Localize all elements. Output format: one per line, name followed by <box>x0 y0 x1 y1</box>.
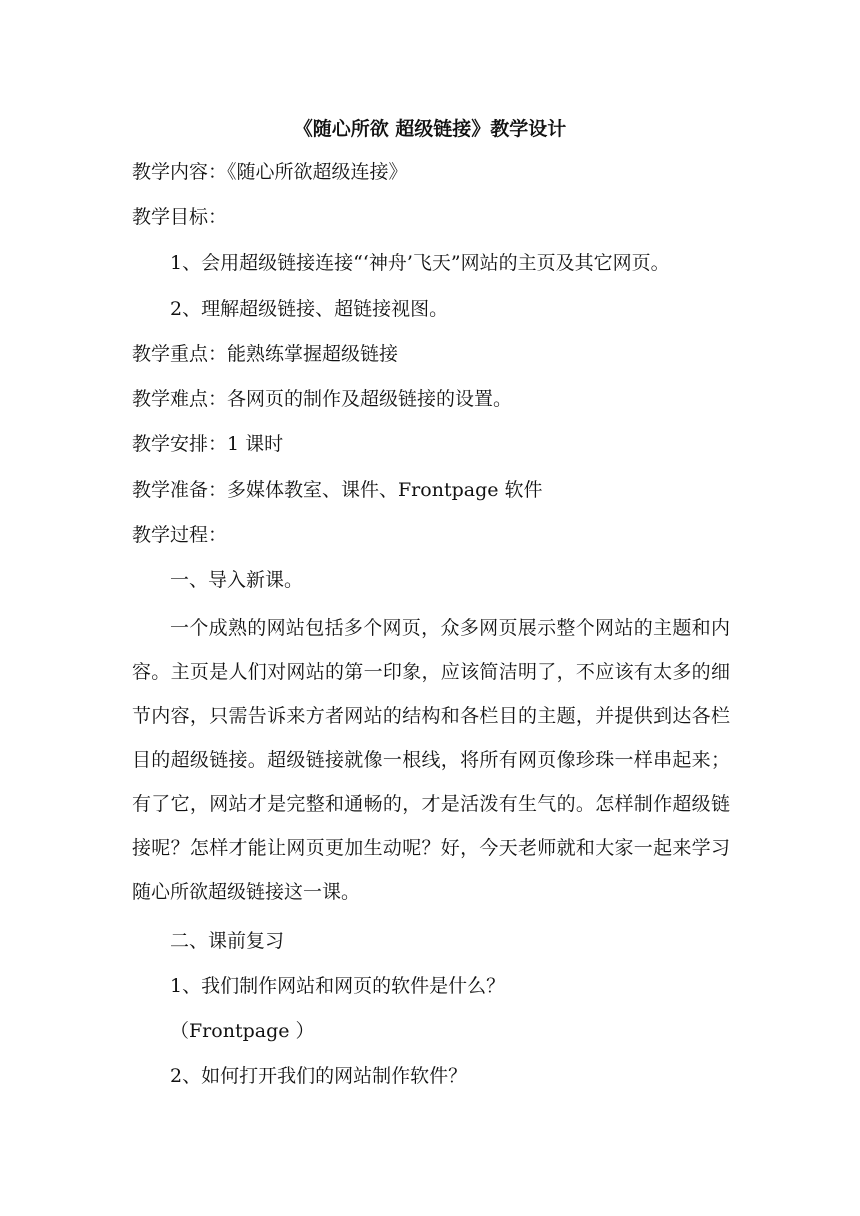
teaching-schedule: 教学安排：1 课时 <box>132 433 284 455</box>
document-title: 《随心所欲 超级链接》教学设计 <box>293 118 567 140</box>
intro-paragraph: 一个成熟的网站包括多个网页，众多网页展示整个网站的主题和内容。主页是人们对网站的第一印象，应该简洁明了，不应该有太多的细节内容，只需告诉来方者网站的结构和各栏目的主题，并提供到达各栏目的超级链接。超级链接就像一根线，将所有网页像珍珠一样串起来；有了它，网站才是完整和通畅的，才是活泼有生气的。怎样制作超级链接呢？怎样才能让网页更加生动呢？好，今天老师就和大家一起来学习随心所欲超级链接这一课。 <box>132 617 730 903</box>
teaching-difficulty: 教学难点：各网页的制作及超级链接的设置。 <box>132 388 513 410</box>
teaching-key-point: 教学重点：能熟练掌握超级链接 <box>132 343 399 365</box>
teaching-preparation: 教学准备：多媒体教室、课件、Frontpage 软件 <box>132 479 543 501</box>
teaching-content-line: 教学内容：《随心所欲超级连接》 <box>132 161 408 183</box>
teaching-process-heading: 教学过程： <box>132 524 228 546</box>
review-question-1: 1、我们制作网站和网页的软件是什么？ <box>170 975 506 997</box>
objective-2: 2、理解超级链接、超链接视图。 <box>170 298 449 320</box>
section-1-heading: 一、导入新课。 <box>170 569 304 591</box>
review-question-2: 2、如何打开我们的网站制作软件？ <box>170 1065 468 1087</box>
review-answer-1: （Frontpage ） <box>170 1020 315 1042</box>
section-2-heading: 二、课前复习 <box>170 930 285 952</box>
teaching-objectives-heading: 教学目标： <box>132 206 228 228</box>
objective-1: 1、会用超级链接连接“‘神舟’飞天”网站的主页及其它网页。 <box>170 252 670 274</box>
